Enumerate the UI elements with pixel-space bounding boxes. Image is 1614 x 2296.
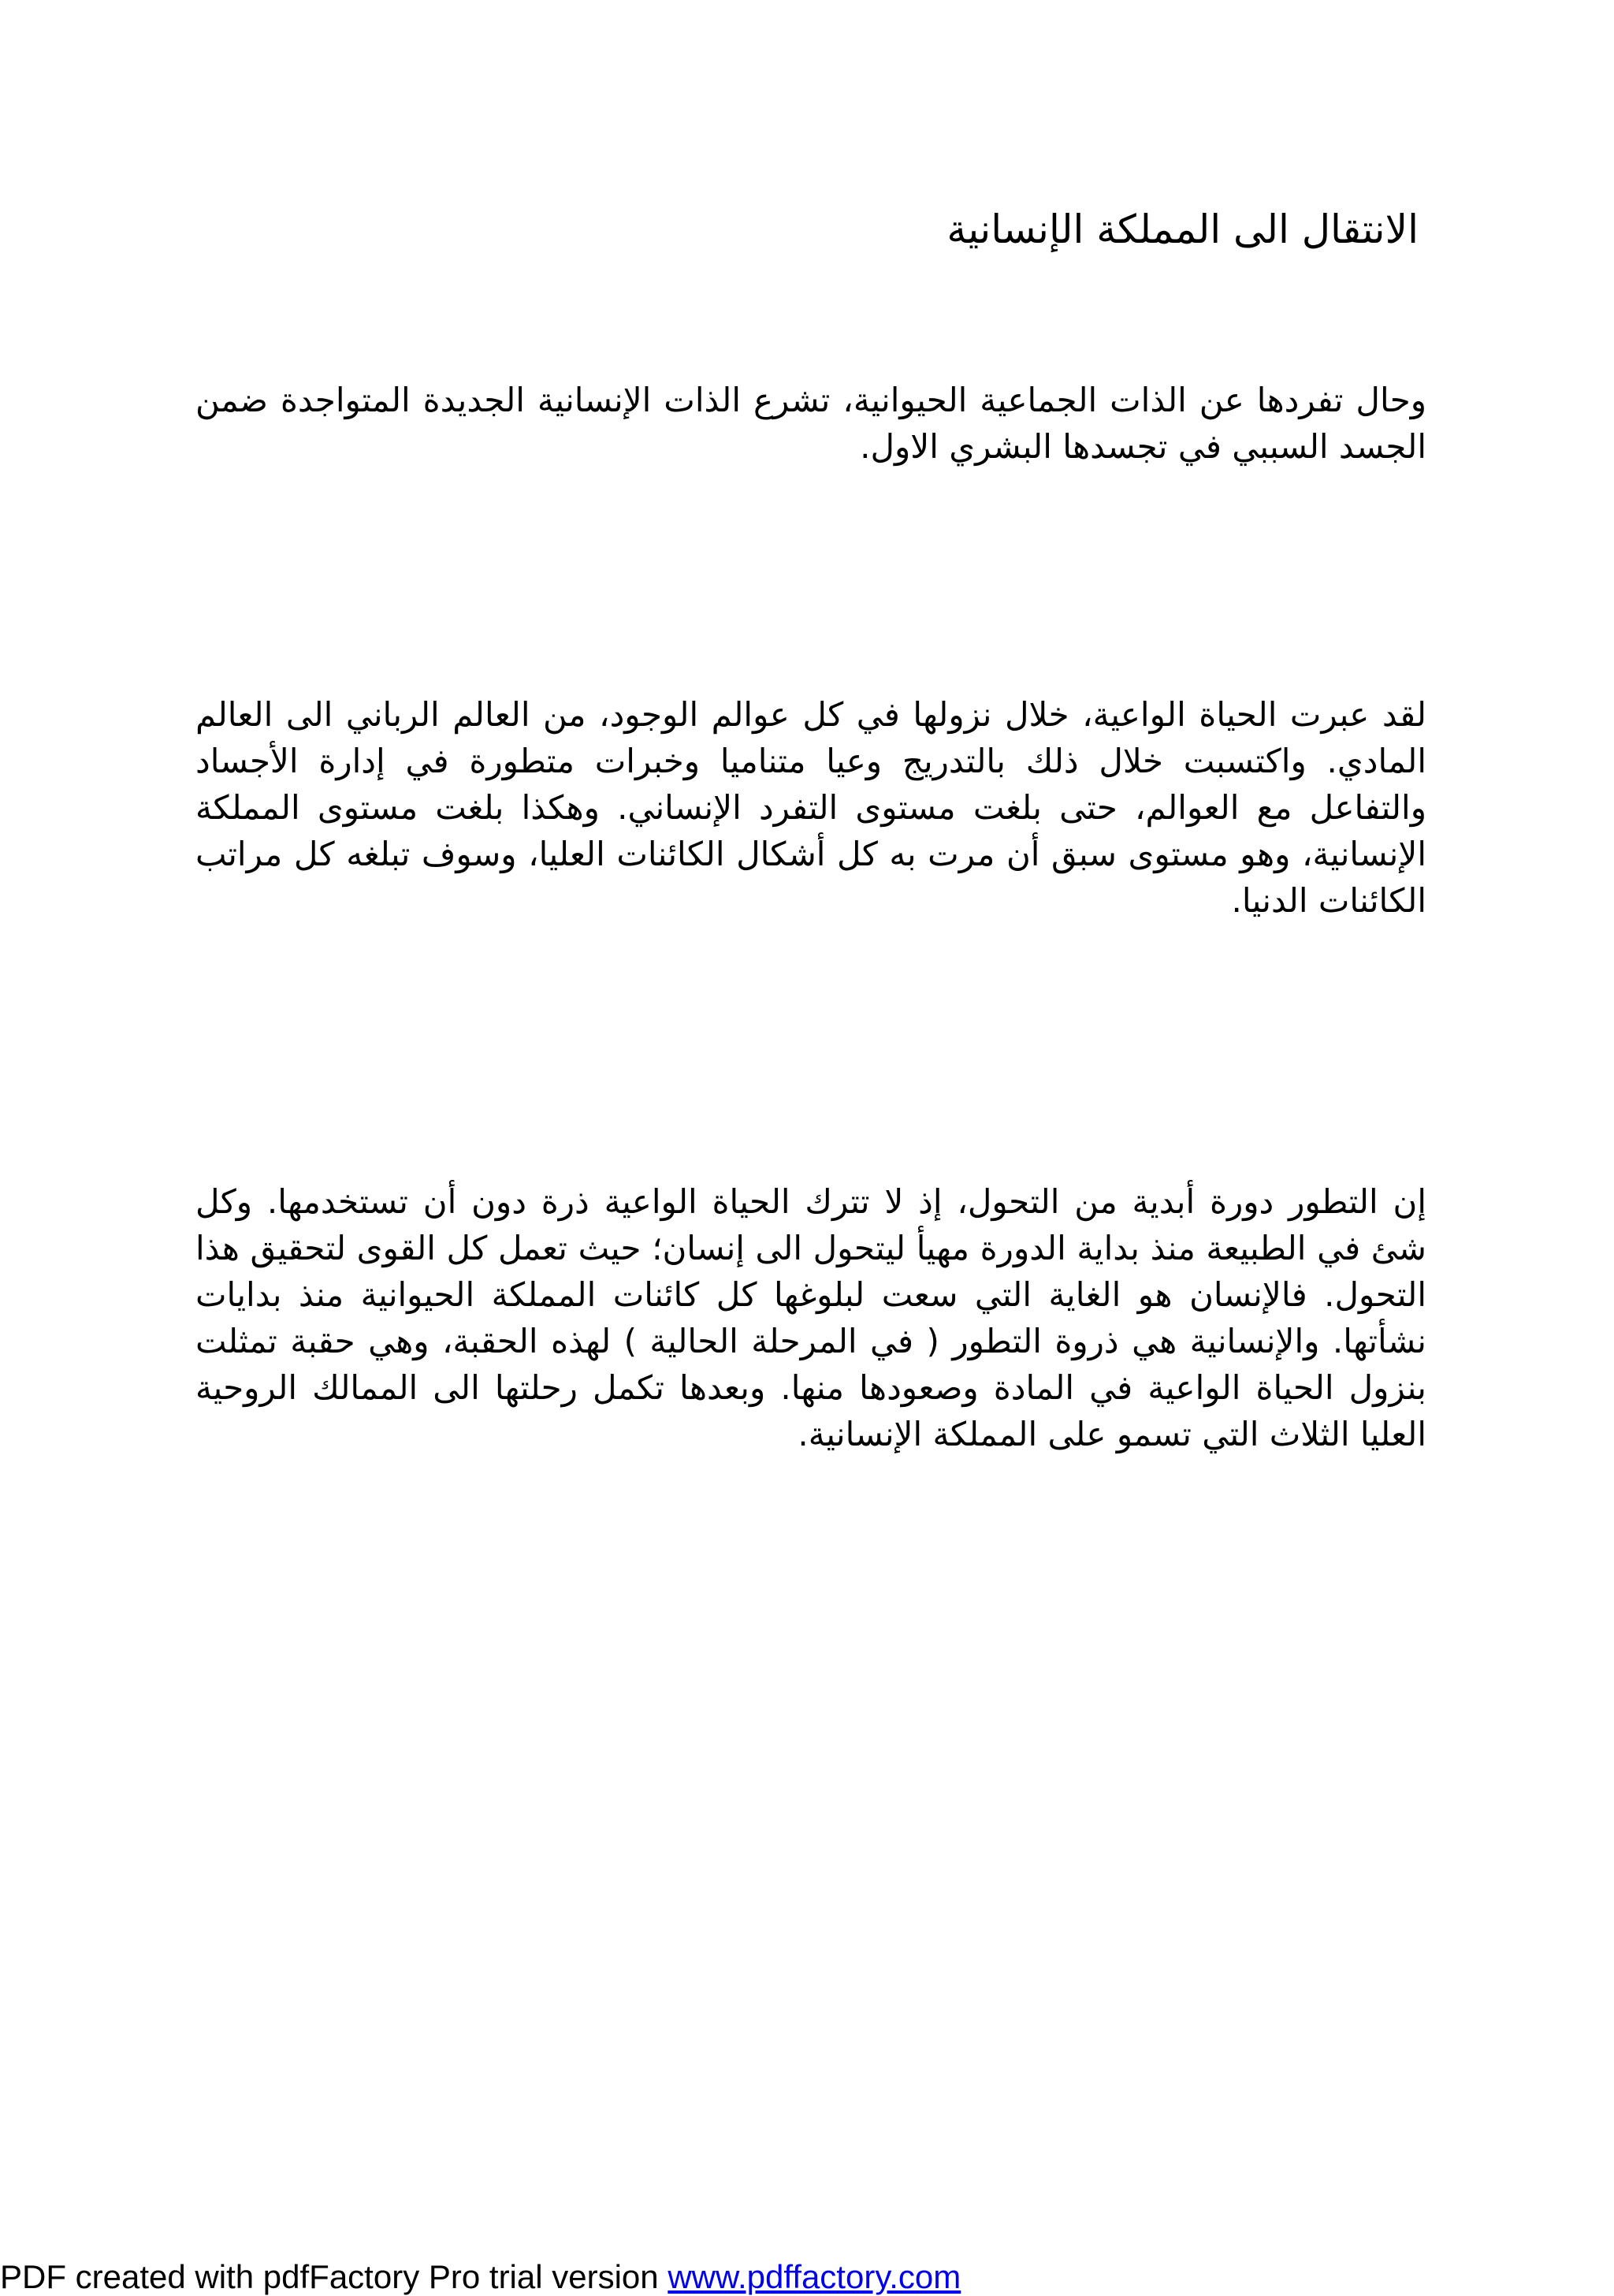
pdffactory-link[interactable]: www.pdffactory.com: [668, 2258, 961, 2295]
paragraph: وحال تفردها عن الذات الجماعية الحيوانية، تشرع الذات الإنسانية الجديدة المتواجدة ضمن الجسد السببي في تجسدها البشري الاول.: [195, 381, 1426, 466]
paragraph: لقد عبرت الحياة الواعية، خلال نزولها في كل عوالم الوجود، من العالم الرباني الى العالم المادي. واكتسبت خلال ذلك بالتدريج وعيا متناميا وخبرات متطورة في إدارة الأجساد والتفاعل مع العوالم، حتى بلغت مستوى التفرد الإنساني. وهكذا بلغت مستوى المملكة الإنسانية، وهو مستوى سبق أن مرت به كل أشكال الكائنات العليا، وسوف تبلغه كل مراتب الكائنات الدنيا.: [195, 695, 1426, 920]
footer-text: PDF created with pdfFactory Pro trial version: [0, 2258, 668, 2295]
page-title: الانتقال الى المملكة الإنسانية: [946, 207, 1419, 252]
pdf-footer: [0, 2258, 961, 2296]
paragraph: إن التطور دورة أبدية من التحول، إذ لا تترك الحياة الواعية ذرة دون أن تستخدمها. وكل شئ في الطبيعة منذ بداية الدورة مهيأ ليتحول الى إنسان؛ حيث تعمل كل القوى لتحقيق هذا التحول. فالإنسان هو الغاية التي سعت لبلوغها كل كائنات المملكة الحيوانية منذ بدايات نشأتها. والإنسانية هي ذروة التطور ( في المرحلة الحالية ) لهذه الحقبة، وهي حقبة تمثلت بنزول الحياة الواعية في المادة وصعودها منها. وبعدها تكمل رحلتها الى الممالك الروحية العليا الثلاث التي تسمو على المملكة الإنسانية.: [195, 1182, 1426, 1453]
